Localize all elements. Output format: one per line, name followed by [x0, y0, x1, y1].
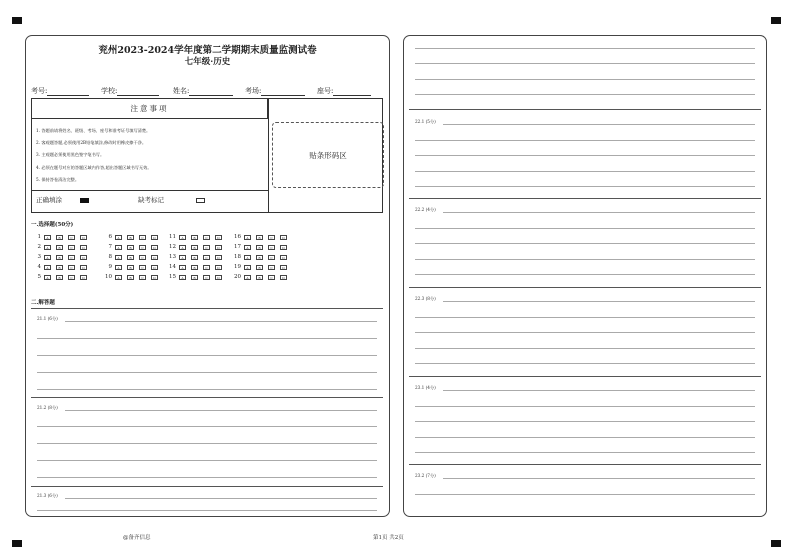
answer-bubble-c[interactable]: C: [139, 235, 146, 240]
answer-bubble-b[interactable]: B: [256, 235, 263, 240]
answer-line[interactable]: [37, 426, 377, 427]
answer-line[interactable]: [65, 410, 377, 411]
answer-line[interactable]: [415, 186, 755, 187]
question-label: 22.3 (8分): [415, 296, 436, 301]
question-number: 18: [234, 254, 241, 260]
answer-bubble-a[interactable]: A: [44, 255, 51, 260]
answer-line[interactable]: [415, 332, 755, 333]
answer-bubble-a[interactable]: A: [244, 275, 251, 280]
answer-bubble-b[interactable]: B: [56, 235, 63, 240]
answer-line[interactable]: [415, 421, 755, 422]
answer-bubble-b[interactable]: B: [56, 255, 63, 260]
answer-bubble-b[interactable]: B: [127, 245, 134, 250]
answer-bubble-a[interactable]: A: [179, 265, 186, 270]
question-label: 22.2 (4分): [415, 207, 436, 212]
answer-bubble-d[interactable]: D: [151, 255, 158, 260]
answer-bubble-a[interactable]: A: [44, 235, 51, 240]
answer-line[interactable]: [415, 274, 755, 275]
answer-sheet-right-panel: [403, 35, 767, 517]
answer-line[interactable]: [37, 355, 377, 356]
question-number: 3: [37, 254, 41, 260]
answer-bubble-c[interactable]: C: [68, 235, 75, 240]
filled-box-icon: [80, 198, 89, 203]
question-divider: [409, 198, 761, 199]
answer-bubble-b[interactable]: B: [56, 245, 63, 250]
alignment-mark-bottom-left: [12, 540, 22, 547]
answer-line[interactable]: [415, 94, 755, 95]
answer-bubble-c[interactable]: C: [268, 265, 275, 270]
absent-checkbox[interactable]: [196, 198, 205, 203]
answer-line[interactable]: [415, 140, 755, 141]
answer-bubble-b[interactable]: B: [56, 265, 63, 270]
answer-bubble-d[interactable]: D: [80, 275, 87, 280]
answer-bubble-c[interactable]: C: [268, 255, 275, 260]
answer-line[interactable]: [415, 317, 755, 318]
answer-bubble-c[interactable]: C: [268, 235, 275, 240]
answer-line[interactable]: [65, 498, 377, 499]
notes-list: [36, 125, 264, 186]
divider: [32, 190, 268, 191]
answer-line[interactable]: [37, 477, 377, 478]
answer-bubble-c[interactable]: C: [268, 245, 275, 250]
answer-bubble-d[interactable]: D: [80, 235, 87, 240]
note-item: 5. 保持答卷清洁完整。: [36, 176, 80, 182]
answer-bubble-c[interactable]: C: [68, 245, 75, 250]
answer-bubble-b[interactable]: B: [256, 265, 263, 270]
answer-bubble-d[interactable]: D: [151, 265, 158, 270]
answer-bubble-c[interactable]: C: [139, 245, 146, 250]
answer-bubble-d[interactable]: D: [80, 245, 87, 250]
answer-line[interactable]: [415, 363, 755, 364]
answer-line[interactable]: [415, 259, 755, 260]
answer-bubble-d[interactable]: D: [80, 255, 87, 260]
divider: [268, 99, 269, 213]
answer-line[interactable]: [415, 406, 755, 407]
answer-bubble-b[interactable]: B: [256, 255, 263, 260]
question-divider: [31, 486, 383, 487]
section-title-answers: 二.解答题: [31, 300, 55, 306]
answer-line[interactable]: [443, 390, 755, 391]
section-divider: [31, 308, 383, 309]
answer-line[interactable]: [443, 124, 755, 125]
answer-bubble-d[interactable]: D: [215, 235, 222, 240]
answer-line[interactable]: [443, 212, 755, 213]
answer-bubble-d[interactable]: D: [215, 275, 222, 280]
exam-subtitle: 七年级·历史: [184, 57, 231, 67]
answer-line[interactable]: [415, 348, 755, 349]
answer-bubble-b[interactable]: B: [191, 265, 198, 270]
answer-bubble-c[interactable]: C: [203, 255, 210, 260]
answer-bubble-a[interactable]: A: [179, 245, 186, 250]
absent-mark: 缺考标记: [138, 195, 205, 204]
question-label: 21.2 (8分): [37, 405, 58, 410]
answer-bubble-b[interactable]: B: [56, 275, 63, 280]
answer-bubble-d[interactable]: D: [280, 245, 287, 250]
answer-bubble-a[interactable]: A: [44, 245, 51, 250]
question-number: 7: [108, 244, 112, 250]
exam-title: 兖州2023-2024学年度第二学期期末质量监测试卷: [98, 45, 317, 56]
answer-bubble-a[interactable]: A: [179, 275, 186, 280]
question-label: 23.1 (4分): [415, 385, 436, 390]
answer-line[interactable]: [65, 321, 377, 322]
answer-bubble-c[interactable]: C: [268, 275, 275, 280]
answer-bubble-c[interactable]: C: [139, 255, 146, 260]
alignment-mark-top-right: [771, 17, 781, 24]
answer-bubble-c[interactable]: C: [203, 275, 210, 280]
answer-bubble-d[interactable]: D: [151, 235, 158, 240]
question-number: 9: [108, 264, 112, 270]
section-title-choice: 一.选择题(50分): [31, 222, 74, 228]
answer-bubble-b[interactable]: B: [191, 275, 198, 280]
answer-bubble-d[interactable]: D: [151, 245, 158, 250]
question-number: 8: [108, 254, 112, 260]
question-divider: [31, 397, 383, 398]
answer-line[interactable]: [415, 155, 755, 156]
answer-bubble-a[interactable]: A: [115, 255, 122, 260]
question-number: 6: [108, 234, 112, 240]
id-field-seat[interactable]: 座号:: [317, 86, 381, 96]
answer-line[interactable]: [415, 171, 755, 172]
note-item: 4. 必须在题号对应的答题区域内作答,超出答题区域书写无效。: [36, 164, 152, 170]
answer-bubble-a[interactable]: A: [44, 275, 51, 280]
answer-line[interactable]: [37, 372, 377, 373]
answer-bubble-c[interactable]: C: [203, 235, 210, 240]
answer-bubble-a[interactable]: A: [244, 235, 251, 240]
answer-bubble-a[interactable]: A: [115, 275, 122, 280]
question-number: 20: [234, 274, 241, 280]
answer-bubble-a[interactable]: A: [244, 245, 251, 250]
question-number: 2: [37, 244, 41, 250]
question-divider: [409, 287, 761, 288]
answer-bubble-b[interactable]: B: [256, 275, 263, 280]
answer-bubble-b[interactable]: B: [256, 245, 263, 250]
question-label: 21.1 (6分): [37, 316, 58, 321]
answer-line[interactable]: [443, 301, 755, 302]
answer-line[interactable]: [37, 443, 377, 444]
question-number: 1: [37, 234, 41, 240]
answer-bubble-a[interactable]: A: [115, 265, 122, 270]
question-number: 19: [234, 264, 241, 270]
question-label: 22.1 (5分): [415, 119, 436, 124]
question-number: 14: [169, 264, 176, 270]
answer-bubble-a[interactable]: A: [179, 235, 186, 240]
answer-bubble-c[interactable]: C: [68, 265, 75, 270]
id-field-name[interactable]: 姓名:: [173, 86, 245, 96]
answer-bubble-a[interactable]: A: [44, 265, 51, 270]
question-number: 16: [234, 234, 241, 240]
question-number: 4: [37, 264, 41, 270]
question-number: 11: [169, 234, 176, 240]
id-field-school[interactable]: 学校:: [101, 86, 173, 96]
answer-bubble-d[interactable]: D: [151, 275, 158, 280]
answer-bubble-c[interactable]: C: [203, 245, 210, 250]
answer-bubble-b[interactable]: B: [127, 265, 134, 270]
answer-line[interactable]: [415, 452, 755, 453]
answer-bubble-b[interactable]: B: [191, 255, 198, 260]
answer-line[interactable]: [37, 460, 377, 461]
answer-bubble-c[interactable]: C: [68, 255, 75, 260]
question-label: 21.3 (6分): [37, 493, 58, 498]
answer-bubble-d[interactable]: D: [215, 265, 222, 270]
note-item: 2. 客观题答题,必须使用2B铅笔填涂,修改时用橡皮擦干净。: [36, 140, 147, 146]
question-divider: [409, 376, 761, 377]
question-label: 23.2 (7分): [415, 473, 436, 478]
instructions-box: [31, 98, 383, 213]
answer-bubble-b[interactable]: B: [191, 235, 198, 240]
answer-bubble-b[interactable]: B: [127, 275, 134, 280]
answer-line[interactable]: [415, 494, 755, 495]
question-number: 17: [234, 244, 241, 250]
answer-line[interactable]: [443, 478, 755, 479]
answer-line[interactable]: [415, 79, 755, 80]
answer-bubble-a[interactable]: A: [115, 245, 122, 250]
question-number: 13: [169, 254, 176, 260]
student-info-row: [31, 86, 381, 96]
question-number: 5: [37, 274, 41, 280]
alignment-mark-top-left: [12, 17, 22, 24]
id-field-exam-number[interactable]: 考号:: [31, 86, 101, 96]
answer-bubble-d[interactable]: D: [215, 255, 222, 260]
answer-sheet-left-panel: [25, 35, 390, 517]
answer-line[interactable]: [415, 243, 755, 244]
answer-line[interactable]: [415, 437, 755, 438]
answer-line[interactable]: [415, 228, 755, 229]
answer-bubble-a[interactable]: A: [244, 265, 251, 270]
answer-bubble-d[interactable]: D: [80, 265, 87, 270]
notes-header: 注意事项: [32, 99, 268, 119]
answer-line[interactable]: [37, 510, 377, 511]
question-number: 15: [169, 274, 176, 280]
correct-fill-example: 正确填涂: [36, 195, 89, 204]
answer-bubble-c[interactable]: C: [139, 275, 146, 280]
footer-brand: @备齐信息: [123, 535, 151, 541]
answer-bubble-a[interactable]: A: [115, 235, 122, 240]
note-item: 3. 主观题必须使用黑色签字笔书写。: [36, 152, 105, 158]
answer-bubble-d[interactable]: D: [215, 245, 222, 250]
answer-line[interactable]: [37, 338, 377, 339]
answer-bubble-c[interactable]: C: [68, 275, 75, 280]
answer-bubble-b[interactable]: B: [127, 235, 134, 240]
answer-bubble-c[interactable]: C: [139, 265, 146, 270]
answer-bubble-d[interactable]: D: [280, 275, 287, 280]
answer-bubble-d[interactable]: D: [280, 265, 287, 270]
answer-bubble-a[interactable]: A: [179, 255, 186, 260]
question-number: 12: [169, 244, 176, 250]
answer-bubble-d[interactable]: D: [280, 255, 287, 260]
answer-line[interactable]: [415, 48, 755, 49]
answer-bubble-b[interactable]: B: [191, 245, 198, 250]
answer-bubble-a[interactable]: A: [244, 255, 251, 260]
question-divider: [409, 109, 761, 110]
answer-line[interactable]: [415, 63, 755, 64]
page-number: 第1页 共2页: [373, 535, 404, 541]
question-number: 10: [105, 274, 112, 280]
answer-bubble-d[interactable]: D: [280, 235, 287, 240]
answer-bubble-b[interactable]: B: [127, 255, 134, 260]
alignment-mark-bottom-right: [771, 540, 781, 547]
question-divider: [409, 464, 761, 465]
answer-bubble-c[interactable]: C: [203, 265, 210, 270]
note-item: 1. 答题前请将姓名、班级、考场、座号和准考证号填写清楚。: [36, 128, 151, 133]
answer-line[interactable]: [37, 389, 377, 390]
id-field-room[interactable]: 考场:: [245, 86, 317, 96]
barcode-area: 贴条形码区: [272, 122, 384, 188]
